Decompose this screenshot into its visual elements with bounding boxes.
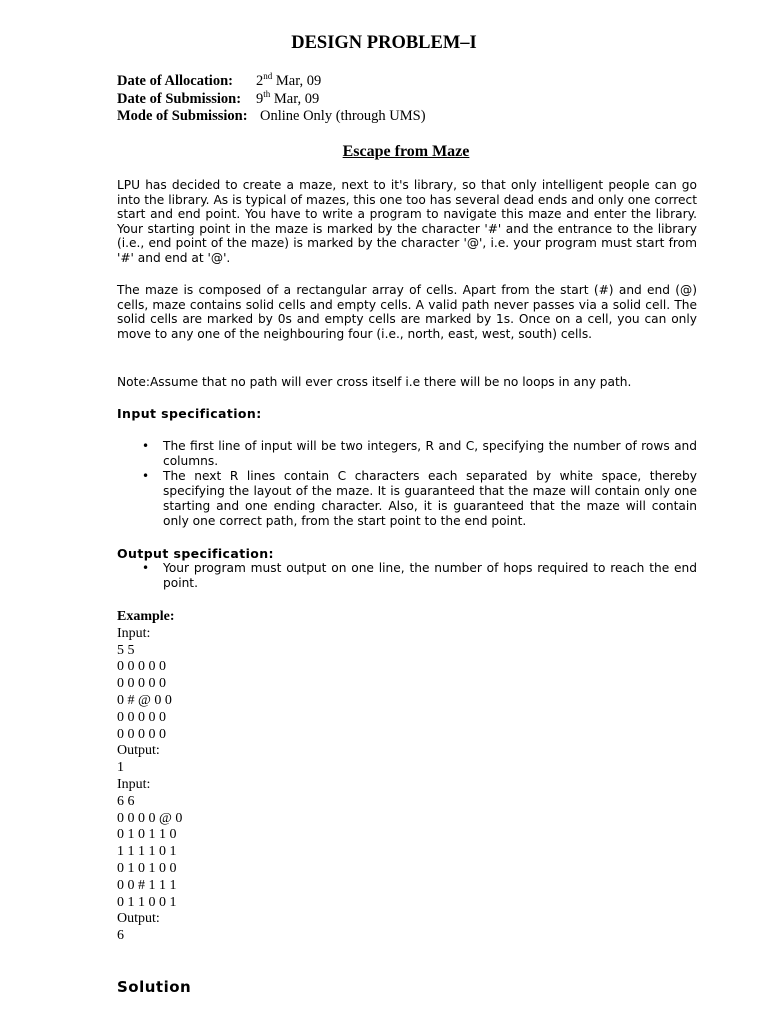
- bullet-icon: •: [142, 439, 150, 453]
- example-line: 6: [117, 928, 124, 944]
- problem-title: Escape from Maze: [342, 143, 470, 160]
- example-line: 0 0 0 0 @ 0: [117, 810, 183, 826]
- bullet-icon: •: [142, 561, 150, 575]
- example-line: 6 6: [117, 793, 135, 809]
- mode-label: Mode of Submission:: [117, 108, 248, 124]
- note-paragraph: Note:Assume that no path will ever cross itself i.e there will be no loops in any path.: [117, 375, 632, 389]
- example-line: 0 0 # 1 1 1: [117, 877, 177, 893]
- list-item: • The next R lines contain C characters each separated by white space, thereby specifying the layout of the maze. It is guaranteed that the maze will contain only one starting and one ending character. Also, it is guaranteed that the maze will contain only one correct path, from the start point to the end point.: [142, 468, 697, 528]
- example-line: 0 1 0 1 1 0: [117, 827, 177, 843]
- maze-description-paragraph: The maze is composed of a rectangular array of cells. Apart from the start (#) and end (@) cells, maze contains solid cells and empty cells. A valid path never passes via a solid cell. The solid cells are marked by 0s and empty cells are marked by 1s. Once on a cell, you can only move to any one of the neighbouring four (i.e., north, east, west, south) cells.: [117, 283, 697, 341]
- example-line: 1: [117, 760, 124, 776]
- page-title: DESIGN PROBLEM–I: [291, 33, 477, 53]
- allocation-value: 2nd Mar, 09: [256, 71, 322, 89]
- submission-value: 9th Mar, 09: [256, 88, 320, 107]
- example-line: 0 1 1 0 0 1: [117, 894, 177, 910]
- example-line: 0 0 0 0 0: [117, 726, 166, 742]
- input-spec-list: [117, 439, 697, 528]
- example-line: 5 5: [117, 642, 135, 658]
- example-heading: Example:: [117, 609, 175, 624]
- example-line: 0 0 0 0 0: [117, 676, 166, 692]
- example-line: 1 1 1 1 0 1: [117, 844, 177, 860]
- example-line: Output:: [117, 911, 160, 927]
- submission-label: Date of Submission:: [117, 90, 242, 107]
- example-line: 0 1 0 1 0 0: [117, 860, 177, 876]
- example-section: [117, 609, 182, 945]
- mode-value: Online Only (through UMS): [260, 108, 426, 124]
- output-spec-list: [117, 561, 697, 591]
- assignment-meta: [117, 71, 426, 126]
- submission-row: [117, 88, 320, 109]
- input-spec-heading: Input specification:: [117, 406, 262, 421]
- allocation-row: [117, 71, 322, 91]
- intro-paragraph: LPU has decided to create a maze, next to it's library, so that only intelligent people can go into the library. As is typical of mazes, this one too has several dead ends and only one correct start and end point. You have to write a program to navigate this maze and enter the library. Your starting point in the maze is marked by the character '#' and the entrance to the library (i.e., end point of the maze) is marked by the character '@', i.e. your program must start from '#' and end at '@'.: [117, 178, 697, 265]
- allocation-label: Date of Allocation:: [117, 73, 233, 89]
- example-line: 0 0 0 0 0: [117, 659, 166, 675]
- bullet-icon: •: [142, 468, 150, 483]
- mode-row: [117, 108, 426, 126]
- output-spec-heading: Output specification:: [117, 546, 274, 561]
- example-line: Output:: [117, 743, 160, 759]
- solution-heading: Solution: [117, 978, 192, 996]
- example-line: Input:: [117, 776, 151, 792]
- list-item: • Your program must output on one line, the number of hops required to reach the end point.: [142, 561, 697, 590]
- example-line: Input:: [117, 625, 151, 641]
- example-line: 0 0 0 0 0: [117, 709, 166, 725]
- example-line: 0 # @ 0 0: [117, 692, 172, 708]
- list-item: • The first line of input will be two integers, R and C, specifying the number of rows and columns.: [142, 439, 697, 468]
